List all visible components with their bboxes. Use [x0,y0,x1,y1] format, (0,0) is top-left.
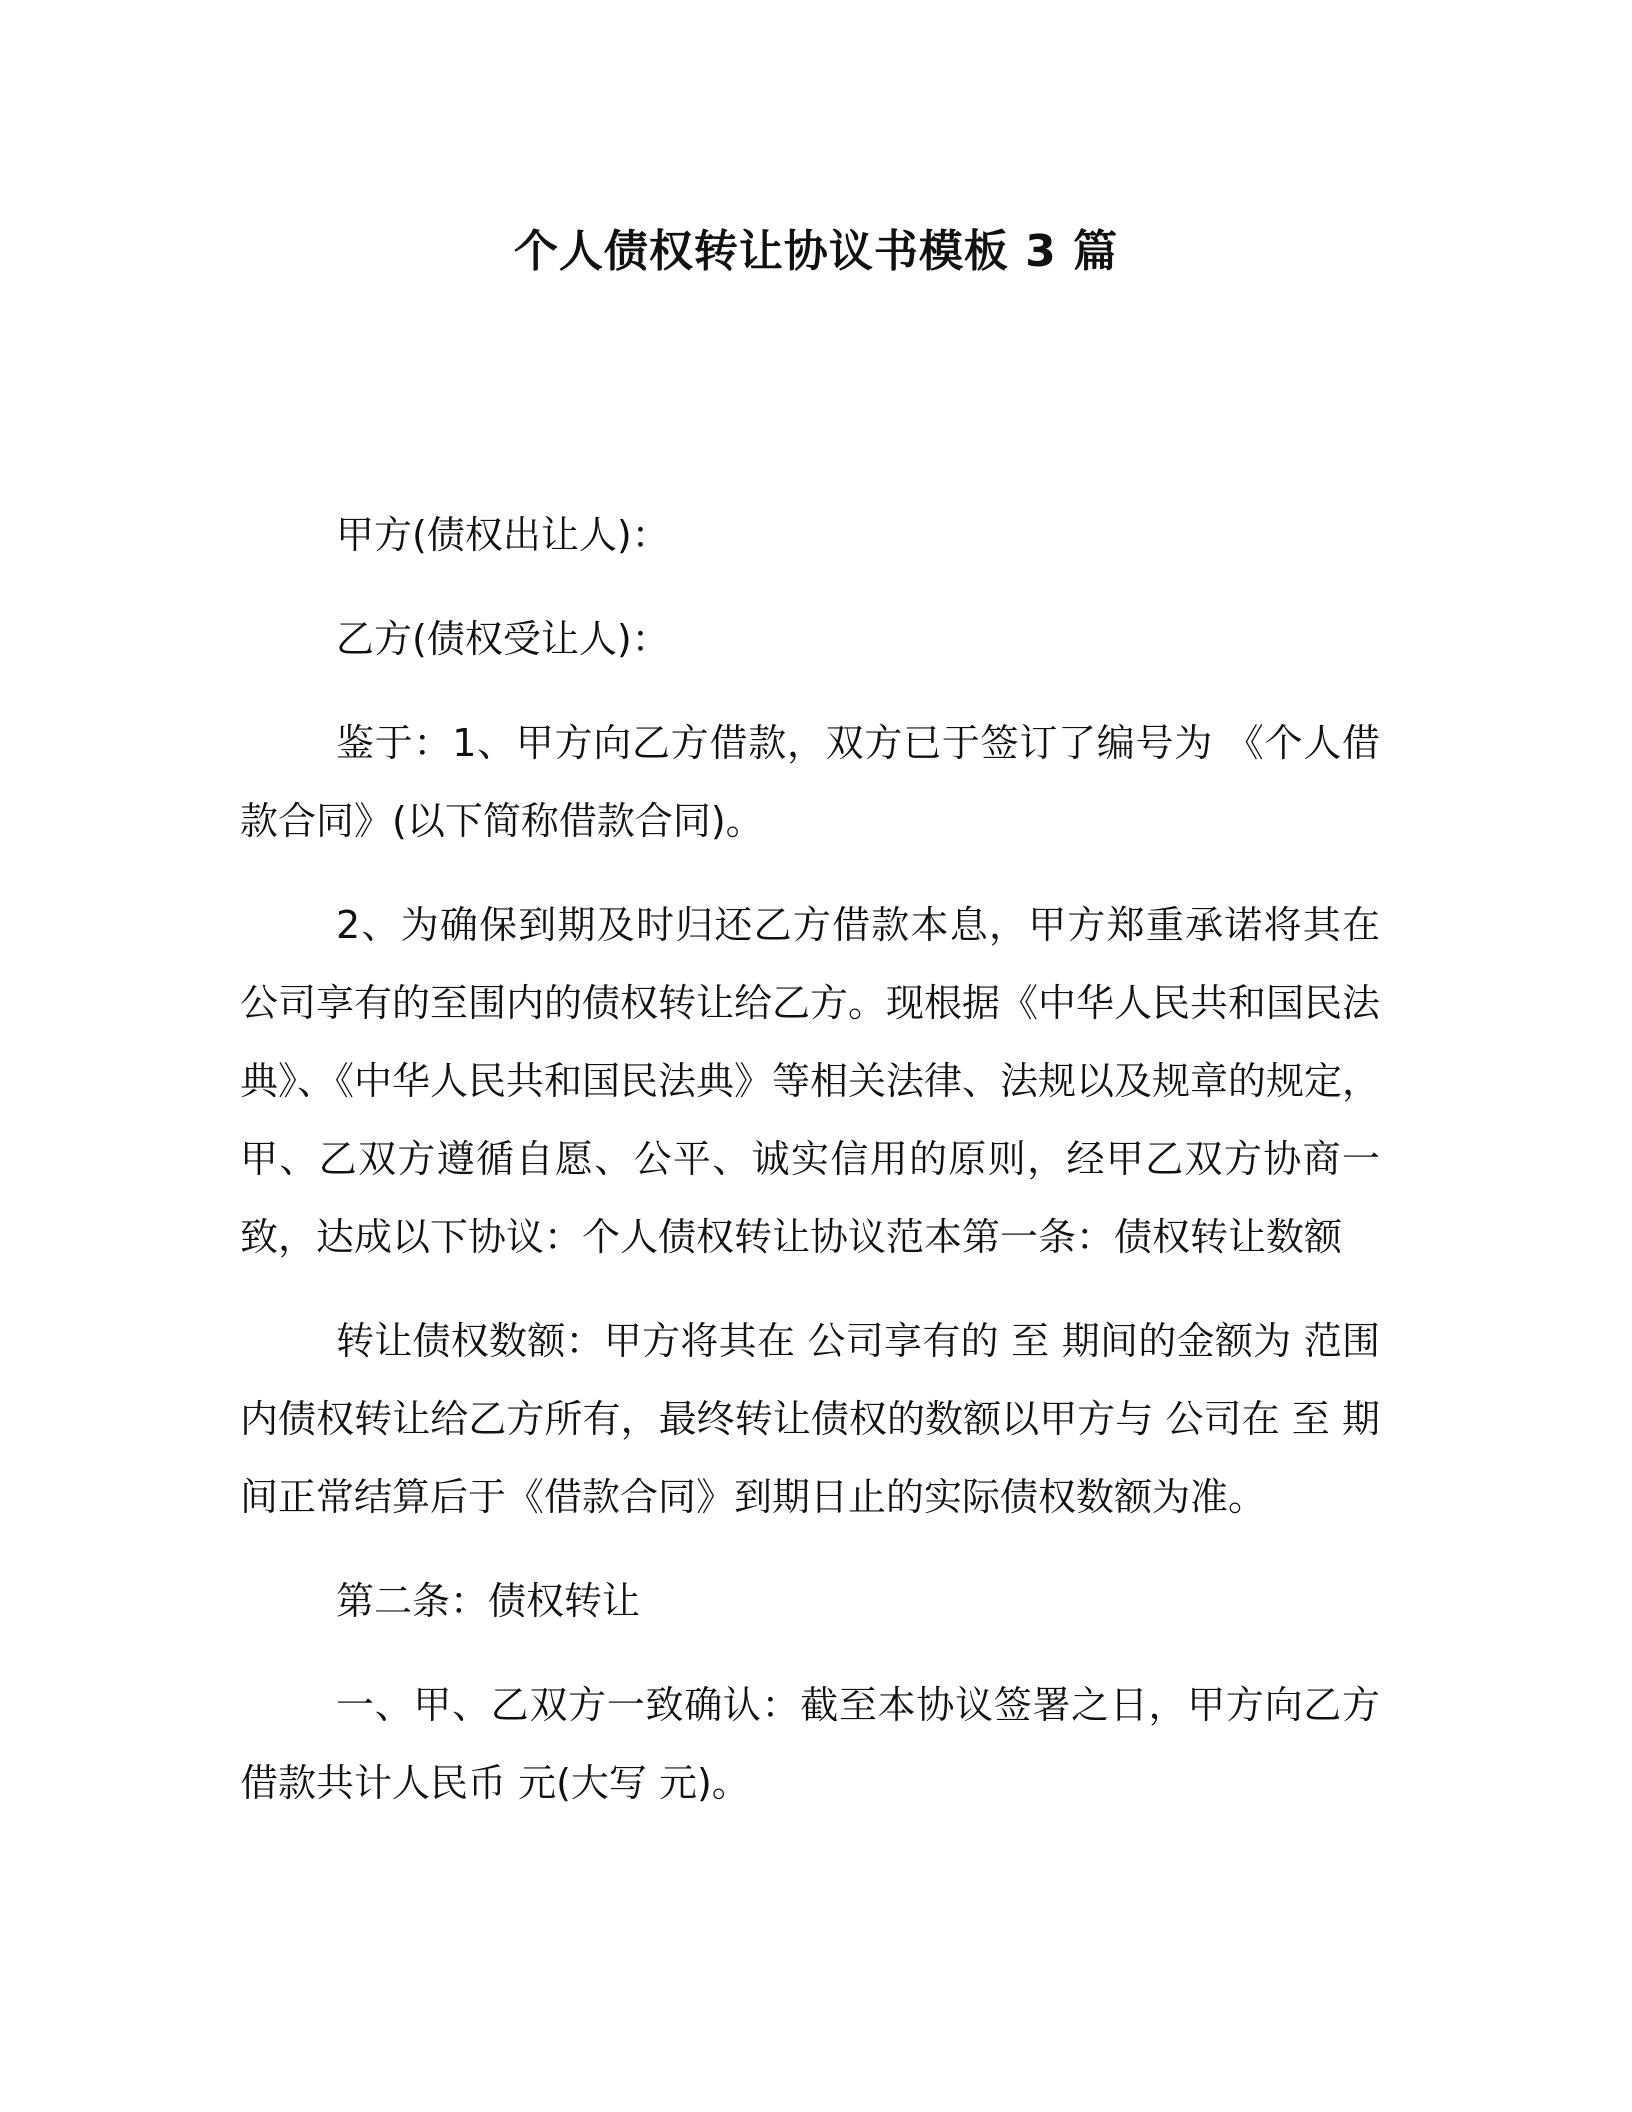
recital-paragraph: 鉴于：1、甲方向乙方借款，双方已于签订了编号为 《个人借款合同》(以下简称借款合同)。 [240,721,1380,843]
party-a-line: 甲方(债权出让人)： [336,513,670,557]
purpose-paragraph: 2、为确保到期及时归还乙方借款本息，甲方郑重承诺将其在公司享有的至围内的债权转让给乙方。现根据《中华人民共和国民法典》、《中华人民共和国民法典》等相关法律、法规以及规章的规定，甲、乙双方遵循自愿、公平、诚实信用的原则，经甲乙双方协商一致，达成以下协议：个人债权转让协议范本第一条：债权转让数额 [240,903,1381,1259]
article-two-heading: 第二条：债权转让 [336,1579,641,1623]
document-title: 个人债权转让协议书模板 3 篇 [513,226,1119,277]
document-body [240,496,1380,1848]
confirmation-paragraph: 一、甲、乙双方一致确认：截至本协议签署之日，甲方向乙方借款共计人民币 元(大写 元)。 [240,1683,1380,1805]
transfer-amount-paragraph: 转让债权数额：甲方将其在 公司享有的 至 期间的金额为 范围内债权转让给乙方所有，最终转让债权的数额以甲方与 公司在 至 期间正常结算后于《借款合同》到期日止的实际债权数额为准。 [240,1319,1380,1519]
party-b-line: 乙方(债权受让人)： [336,617,670,661]
